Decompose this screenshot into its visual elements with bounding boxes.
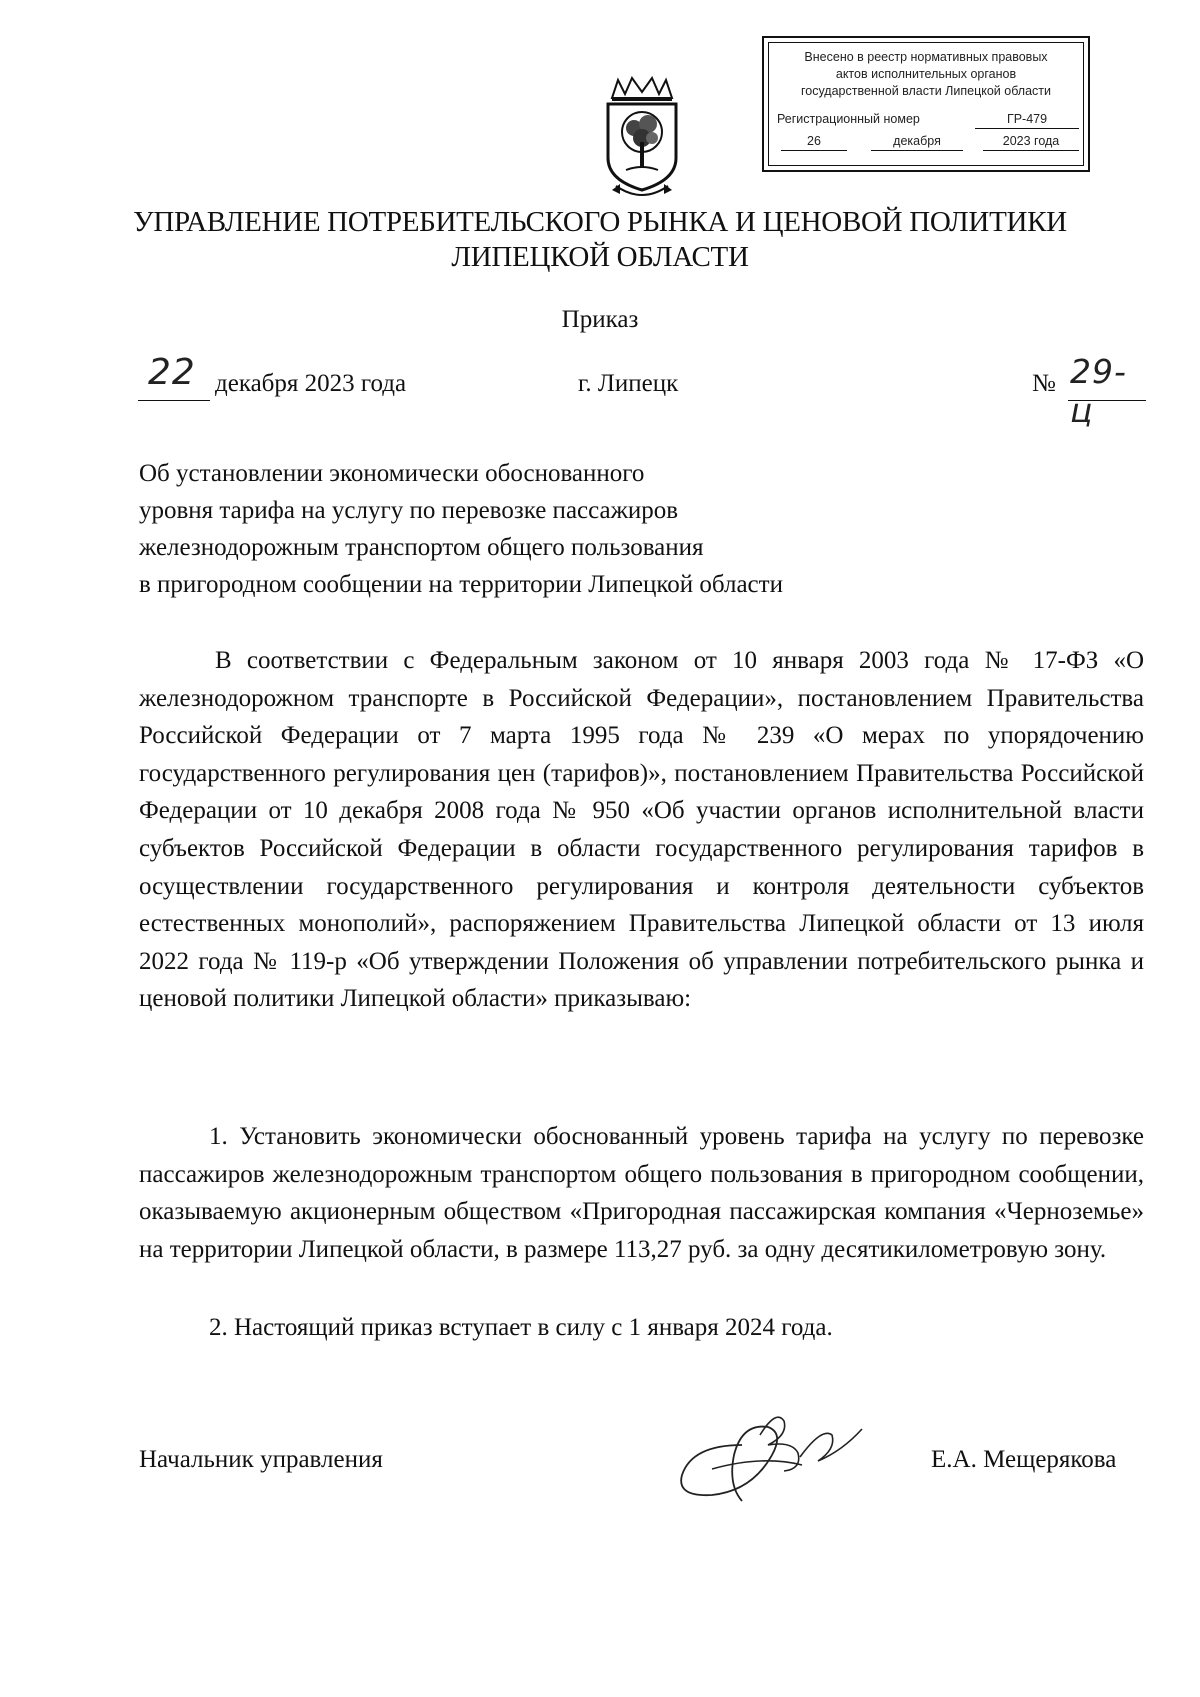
stamp-reg-number: ГР-479: [975, 111, 1079, 129]
handwritten-signature: [672, 1405, 872, 1515]
document-subject: [139, 455, 959, 603]
stamp-month: декабря: [871, 133, 963, 151]
stamp-date-row: [777, 133, 1077, 151]
signatory-name: Е.А. Мещерякова: [931, 1446, 1117, 1473]
organization-name-line-1: УПРАВЛЕНИЕ ПОТРЕБИТЕЛЬСКОГО РЫНКА И ЦЕНОВОЙ ПОЛИТИКИ: [133, 206, 1067, 238]
subject-line-4: в пригородном сообщении на территории Липецкой области: [139, 571, 783, 598]
stamp-year: 2023 года: [983, 133, 1079, 151]
stamp-line-3: государственной власти Липецкой области: [800, 84, 1052, 98]
stamp-line-2: актов исполнительных органов: [835, 67, 1017, 81]
preamble-paragraph: В соответствии с Федеральным законом от 10 января 2003 года № 17-ФЗ «О железнодорожном транспорте в Российской Федерации», постановлением Правительства Российской Федерации от 7 марта 1995 года № 239 «О мерах по упорядочению государственного регулирования цен (тарифов)», постановлением Правительства Российской Федерации от 10 декабря 2008 года № 950 «Об участии органов исполнительной власти субъектов Российской Федерации в области государственного регулирования тарифов в осуществлении государственного регулирования и контроля деятельности субъектов естественных монополий», распоряжением Правительства Липецкой области от 13 июля 2022 года № 119-р «Об утверждении Положения об управлении потребительского рынка и ценовой политики Липецкой области» приказываю:: [139, 647, 1144, 1013]
subject-line-2: уровня тарифа на услугу по перевозке пассажиров: [139, 497, 679, 524]
organization-name-line-2: ЛИПЕЦКОЙ ОБЛАСТИ: [451, 241, 749, 273]
handwritten-number: 29-ц: [1070, 352, 1127, 430]
registration-stamp-inner: [768, 42, 1084, 166]
registration-stamp: [762, 36, 1090, 172]
coat-of-arms-emblem: [598, 76, 686, 206]
subject-line-3: железнодорожным транспортом общего пользования: [139, 534, 704, 561]
date-city-number-row: [138, 352, 1148, 430]
stamp-day: 26: [781, 133, 847, 151]
order-item-2: 2. Настоящий приказ вступает в силу с 1 января 2024 года.: [209, 1314, 833, 1341]
organization-name: [0, 205, 1200, 275]
handwritten-day: 22: [148, 352, 196, 393]
stamp-reg-row: [777, 111, 1077, 129]
day-field: [138, 352, 210, 401]
number-field: [1068, 352, 1146, 430]
subject-line-1: Об установлении экономически обоснованного: [139, 460, 645, 487]
date-text: декабря 2023 года: [215, 370, 407, 397]
stamp-line-1: Внесено в реестр нормативных правовых: [804, 50, 1048, 64]
order-item-1: 1. Установить экономически обоснованный уровень тарифа на услугу по перевозке пассажиров железнодорожным транспортом общего пользования в пригородном сообщении, оказываемую акционерным обществом «Пригородная пассажирская компания «Черноземье» на территории Липецкой области, в размере 113,27 руб. за одну десятикилометровую зону.: [139, 1123, 1144, 1263]
document-type: Приказ: [561, 306, 639, 333]
signatory-position: Начальник управления: [139, 1446, 383, 1473]
stamp-reg-label: Регистрационный номер: [777, 112, 920, 126]
number-prefix: №: [1032, 370, 1056, 397]
city-text: г. Липецк: [578, 370, 679, 397]
